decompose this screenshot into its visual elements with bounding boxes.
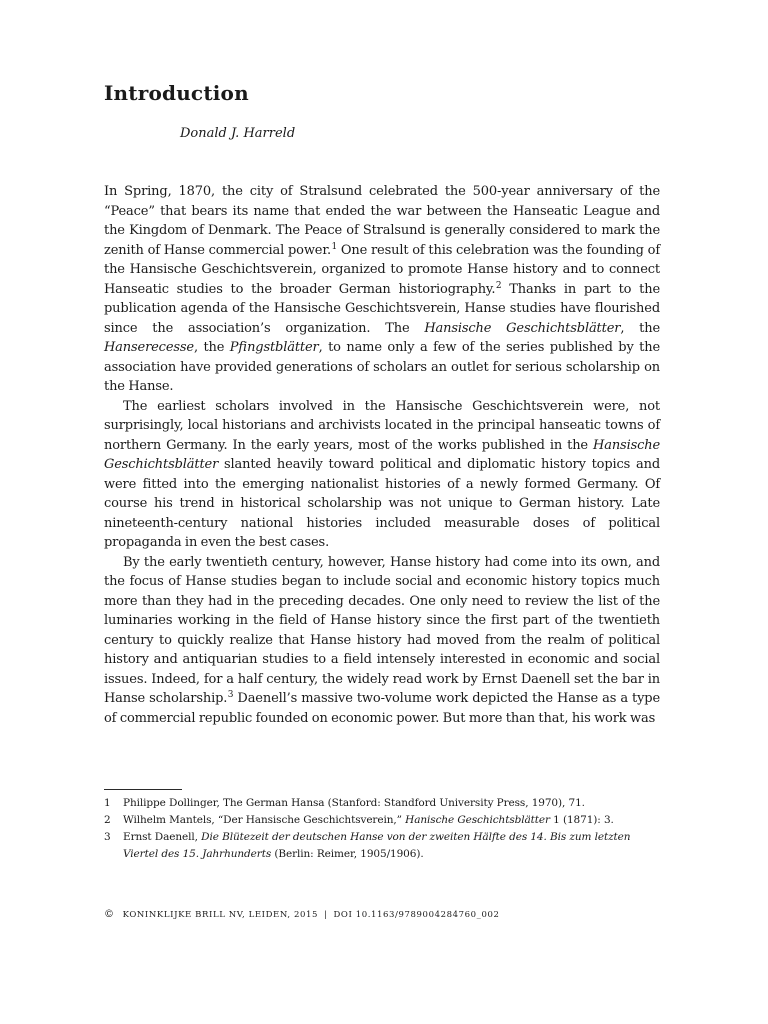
paragraph-text: Daenell’s massive two-volume work depicted the Hanse as a type of commercial republic founded on economic power. But more than that, his work was xyxy=(104,691,661,726)
separator: | xyxy=(324,910,328,920)
paragraph-text: The earliest scholars involved in the Hansische Geschichtsverein were, not surprisingly, local historians and archivists located in the principal hanseatic towns of northern Germany. In the early years, most of the works published in the xyxy=(104,398,660,453)
footnote-text-part: (Berlin: Reimer, 1905/1906). xyxy=(271,848,424,860)
chapter-title: Introduction xyxy=(104,81,249,105)
paragraph-text: , the xyxy=(620,320,661,336)
footnote-text xyxy=(123,812,660,829)
paragraph-1 xyxy=(104,182,660,397)
paragraph-3 xyxy=(104,553,660,729)
copyright-line xyxy=(104,909,664,921)
footnote-number: 3 xyxy=(104,831,111,843)
paragraph-text: , the xyxy=(193,340,230,355)
paragraph-text: One result of this celebration was the founding of the Hansische Geschichtsverein, organized to promote Hanse history and to connect Hanseatic studies to the broader German historiography. xyxy=(104,242,661,297)
chapter-author: Donald J. Harreld xyxy=(180,126,296,141)
footnote-text xyxy=(123,829,660,863)
footnote-ref-2[interactable]: 2 xyxy=(495,280,502,291)
italic-title: Pfingstblätter xyxy=(229,340,319,355)
footnotes xyxy=(104,795,660,863)
footnote-number: 1 xyxy=(104,797,111,809)
footnote-divider xyxy=(104,789,182,790)
footnote-ref-1[interactable]: 1 xyxy=(331,241,338,252)
italic-title: Hanserecesse xyxy=(104,340,194,355)
paragraph-text: , to name only a few of the series published by the association have provided generations of scholars an outlet for serious scholarship on the Hanse. xyxy=(104,340,660,394)
italic-title: Hansische Geschichtsblätter xyxy=(104,437,660,472)
paragraph-text: Thanks in part to the publication agenda of the Hansische Geschichtsverein, Hanse studies have flourished since the association’s organization. The xyxy=(104,281,660,336)
footnote-3 xyxy=(104,829,660,863)
footnote-2 xyxy=(104,812,660,829)
italic-title: Die Blütezeit der deutschen Hanse von der zweiten Hälfte des 14. Bis zum letzten Viertel des 15. Jahrhunderts xyxy=(123,831,631,860)
copyright-symbol: © xyxy=(104,909,115,920)
footnote-ref-3[interactable]: 3 xyxy=(227,690,234,700)
chapter-body xyxy=(104,182,660,728)
footnote-number: 2 xyxy=(104,814,111,826)
footnote-text-part: 1 (1871): 3. xyxy=(549,814,614,826)
paragraph-text: slanted heavily toward political and diplomatic history topics and were fitted into the emerging nationalist histories of a newly formed Germany. Of course his trend in historical scholarship was not unique to German history. Late nineteenth-century national histories included measurable doses of political propaganda in even the best cases. xyxy=(104,457,660,550)
italic-title: Hansische Geschichtsblätter xyxy=(424,320,621,336)
paragraph-text: In Spring, 1870, the city of Stralsund celebrated the 500-year anniversary of the “Peace” that bears its name that ended the war between the Hanseatic League and the Kingdom of Denmark. The Peace of Stralsund is generally considered to mark the zenith of Hanse commercial power. xyxy=(104,184,660,258)
footnote-text-part: Ernst Daenell, xyxy=(123,831,202,843)
footnote-1 xyxy=(104,795,660,812)
paragraph-2 xyxy=(104,397,660,553)
doi-text[interactable]: DOI 10.1163/9789004284760_002 xyxy=(333,910,500,920)
publisher-text: KONINKLIJKE BRILL NV, LEIDEN, 2015 xyxy=(122,910,318,920)
footnote-text-part: Wilhelm Mantels, “Der Hansische Geschichtsverein,” xyxy=(123,814,406,826)
footnote-text: Philippe Dollinger, The German Hansa (Stanford: Standford University Press, 1970), 71. xyxy=(123,797,585,809)
italic-title: Hanische Geschichtsblätter xyxy=(405,814,550,826)
paragraph-text: By the early twentieth century, however, Hanse history had come into its own, and the focus of Hanse studies began to include social and economic history topics much more than they had in the preceding decades. One only need to review the list of the luminaries working in the field of Hanse history since the first part of the twentieth century to quickly realize that Hanse history had moved from the realm of political history and antiquarian studies to a field intensely interested in economic and social issues. Indeed, for a half century, the widely read work by Ernst Daenell set the bar in Hanse scholarship. xyxy=(104,554,660,706)
